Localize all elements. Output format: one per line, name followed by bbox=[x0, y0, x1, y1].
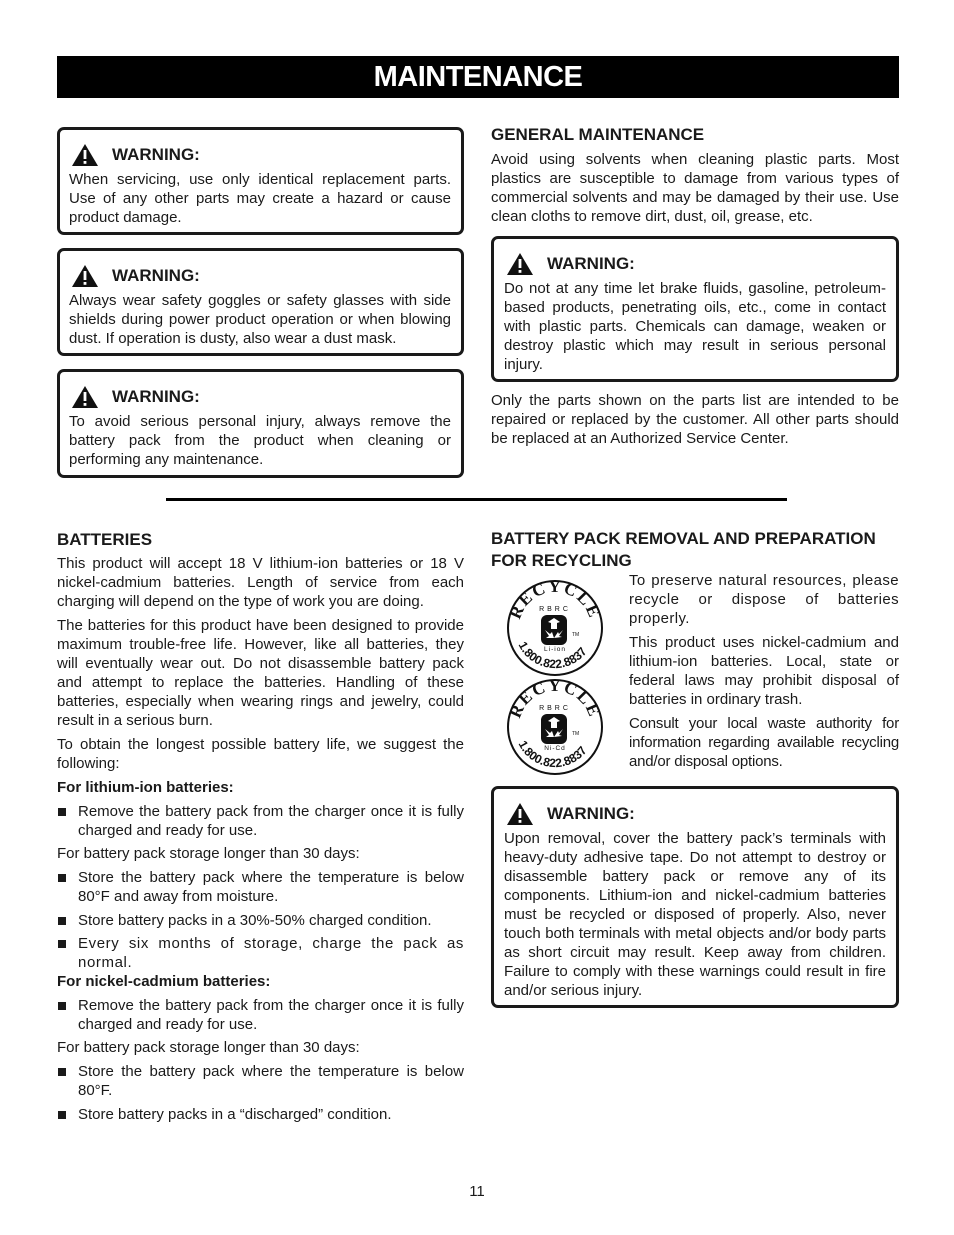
square-bullet-icon bbox=[58, 808, 66, 816]
batteries-heading: BATTERIES bbox=[57, 530, 153, 549]
square-bullet-icon bbox=[58, 940, 66, 948]
batteries-section bbox=[57, 529, 464, 1124]
batteries-paragraph: This product will accept 18 V lithium-ion batteries or 18 V nickel-cadmium batteries. Length of service from each charging will depend on the type of work you are doing. bbox=[57, 555, 464, 610]
list-item: Store the battery pack where the temperature is below 80°F. bbox=[57, 1062, 464, 1100]
section-divider bbox=[166, 498, 787, 501]
warning-box-remove-battery bbox=[57, 369, 464, 478]
page-number: 11 bbox=[469, 1183, 485, 1200]
warning-label: WARNING: bbox=[547, 804, 635, 823]
seal-trademark: TM bbox=[572, 632, 580, 638]
recycling-warning bbox=[491, 786, 899, 1008]
left-warnings bbox=[57, 127, 464, 478]
general-maintenance-heading: GENERAL MAINTENANCE bbox=[491, 125, 705, 144]
warning-label: WARNING: bbox=[547, 254, 635, 273]
rbrc-ni-cd-seal bbox=[505, 677, 605, 777]
seal-org-text: RBRC bbox=[539, 606, 571, 613]
warning-box-safety-goggles bbox=[57, 248, 464, 356]
warning-box-replacement-parts bbox=[57, 127, 464, 235]
seal-chemistry: Ni-Cd bbox=[544, 745, 566, 752]
list-item: Remove the battery pack from the charger once it is fully charged and ready for use. bbox=[57, 802, 464, 840]
warning-text: Upon removal, cover the battery pack’s terminals with heavy-duty adhesive tape. Do not attempt to destroy or disassemble battery pack or remove any of its components. Lithium-ion and nickel-cadmium batteries must be recycled or disposed of properly. Also, never touch both terminals with metal objects and/or body parts as short circuit may result. Keep away from children. Failure to comply with these warnings could result in fire and/or serious injury. bbox=[504, 830, 886, 999]
general-maintenance-section bbox=[491, 124, 899, 448]
warning-triangle-icon bbox=[506, 802, 534, 826]
warning-triangle-icon bbox=[71, 143, 99, 167]
rbrc-li-ion-seal bbox=[505, 578, 605, 678]
square-bullet-icon bbox=[58, 1111, 66, 1119]
recycling-paragraph: This product uses nickel-cadmium and lithium-ion batteries. Local, state or federal laws may prohibit disposal of batteries in ordinary trash. bbox=[629, 634, 899, 708]
square-bullet-icon bbox=[58, 917, 66, 925]
list-item: Remove the battery pack from the charger once it is fully charged and ready for use. bbox=[57, 996, 464, 1034]
page-title: MAINTENANCE bbox=[57, 56, 899, 98]
warning-text: Always wear safety goggles or safety glasses with side shields during power product operation or when blowing dust. If operation is dusty, also wear a dust mask. bbox=[69, 292, 451, 347]
square-bullet-icon bbox=[58, 1002, 66, 1010]
list-item: Store battery packs in a 30%-50% charged condition. bbox=[57, 911, 464, 930]
recycling-section bbox=[491, 528, 899, 572]
batteries-paragraph: The batteries for this product have been designed to provide maximum trouble-free life. However, like all batteries, they will eventually wear out. Do not disassemble battery pack and attempt to replace the batteries. Handling of these batteries, especially when wearing rings and jewelry, could result in a serious burn. bbox=[57, 617, 464, 729]
square-bullet-icon bbox=[58, 874, 66, 882]
seal-top-text: RECYCLE bbox=[505, 677, 605, 721]
warning-label: WARNING: bbox=[112, 387, 200, 406]
warning-box-battery-disposal bbox=[491, 786, 899, 1008]
general-maintenance-outro: Only the parts shown on the parts list are intended to be repaired or replaced by the customer. All other parts should be replaced at an Authorized Service Center. bbox=[491, 392, 899, 447]
warning-triangle-icon bbox=[71, 264, 99, 288]
seal-phone: 1.800.822.8837 bbox=[515, 639, 590, 672]
recycling-text bbox=[629, 571, 899, 771]
recycling-heading: BATTERY PACK REMOVAL AND PREPARATION FOR RECYCLING bbox=[491, 529, 876, 570]
list-item: Every six months of storage, charge the pack as normal. bbox=[57, 934, 464, 972]
warning-text: To avoid serious personal injury, always remove the battery pack from the product when cleaning or performing any maintenance. bbox=[69, 413, 451, 468]
recycling-paragraph: To preserve natural resources, please recycle or dispose of batteries properly. bbox=[629, 572, 899, 627]
seal-chemistry: Li-ion bbox=[544, 646, 566, 653]
warning-text: Do not at any time let brake fluids, gasoline, petroleum-based products, penetrating oils, etc., come in contact with plastic parts. Chemicals can damage, weaken or destroy plastic which may result in serious personal injury. bbox=[504, 280, 886, 373]
warning-triangle-icon bbox=[71, 385, 99, 409]
warning-triangle-icon bbox=[506, 252, 534, 276]
batteries-paragraph: To obtain the longest possible battery life, we suggest the following: bbox=[57, 736, 464, 772]
seal-phone: 1.800.822.8837 bbox=[515, 738, 590, 771]
seal-top-text: RECYCLE bbox=[505, 578, 605, 622]
seal-trademark: TM bbox=[572, 731, 580, 737]
warning-label: WARNING: bbox=[112, 145, 200, 164]
square-bullet-icon bbox=[58, 1068, 66, 1076]
nickel-cadmium-subheading: For nickel-cadmium batteries: bbox=[57, 973, 271, 990]
list-item: Store battery packs in a “discharged” condition. bbox=[57, 1105, 464, 1124]
list-item: Store the battery pack where the temperature is below 80°F and away from moisture. bbox=[57, 868, 464, 906]
storage-note: For battery pack storage longer than 30 days: bbox=[57, 1039, 360, 1056]
recycling-paragraph: Consult your local waste authority for information regarding available recycling and/or disposal options. bbox=[629, 715, 899, 770]
general-maintenance-intro: Avoid using solvents when cleaning plastic parts. Most plastics are susceptible to damage from various types of commercial solvents and may be damaged by their use. Use clean cloths to remove dirt, dust, oil, grease, etc. bbox=[491, 151, 899, 225]
warning-label: WARNING: bbox=[112, 266, 200, 285]
storage-note: For battery pack storage longer than 30 days: bbox=[57, 845, 360, 862]
lithium-ion-subheading: For lithium-ion batteries: bbox=[57, 779, 234, 796]
warning-box-chemicals bbox=[491, 236, 899, 382]
warning-text: When servicing, use only identical replacement parts. Use of any other parts may create a hazard or cause product damage. bbox=[69, 171, 451, 226]
seal-org-text: RBRC bbox=[539, 705, 571, 712]
